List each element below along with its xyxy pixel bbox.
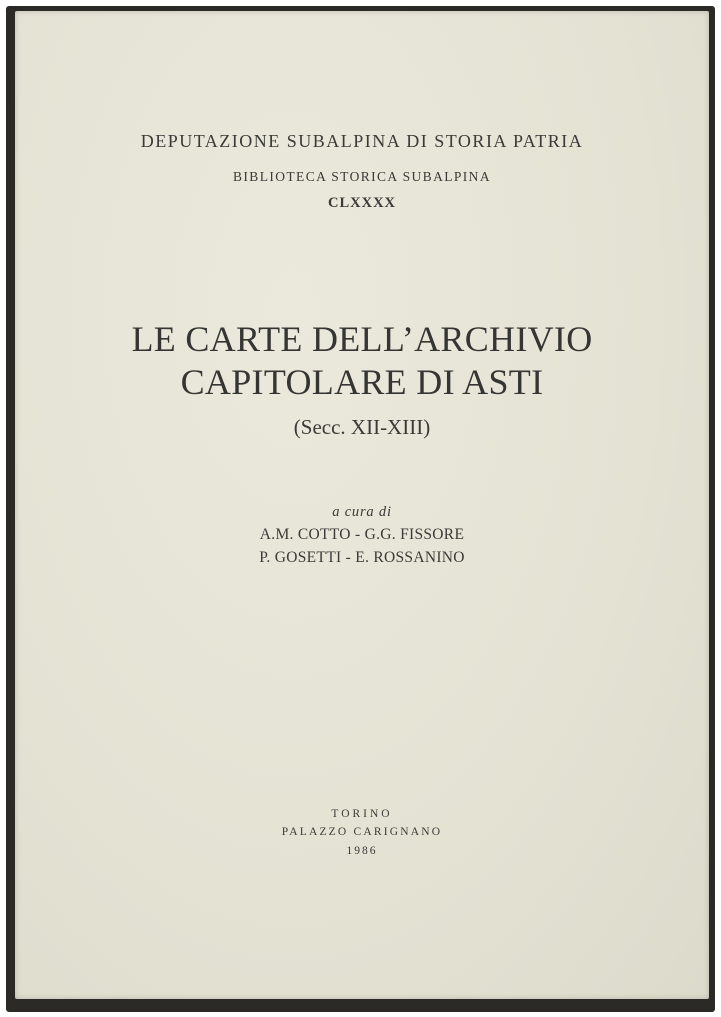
- book-subtitle: (Secc. XII-XIII): [293, 415, 431, 439]
- series-name: BIBLIOTECA STORICA SUBALPINA: [233, 169, 491, 184]
- volume-number: CLXXXX: [327, 195, 397, 211]
- publication-city: TORINO: [331, 808, 393, 820]
- authors-line-2: P. GOSETTI - E. ROSSANINO: [259, 549, 465, 566]
- curator-label: a cura di: [332, 504, 392, 520]
- authors-line-1: A.M. COTTO - G.G. FISSORE: [259, 526, 465, 543]
- book-title-line-2: CAPITOLARE DI ASTI: [180, 362, 544, 402]
- book-title-line-1: LE CARTE DELL’ARCHIVIO: [131, 319, 593, 359]
- publication-year: 1986: [346, 845, 378, 857]
- book-cover: [15, 11, 709, 999]
- publication-place: PALAZZO CARIGNANO: [281, 826, 443, 838]
- publisher-name: DEPUTAZIONE SUBALPINA DI STORIA PATRIA: [140, 131, 584, 151]
